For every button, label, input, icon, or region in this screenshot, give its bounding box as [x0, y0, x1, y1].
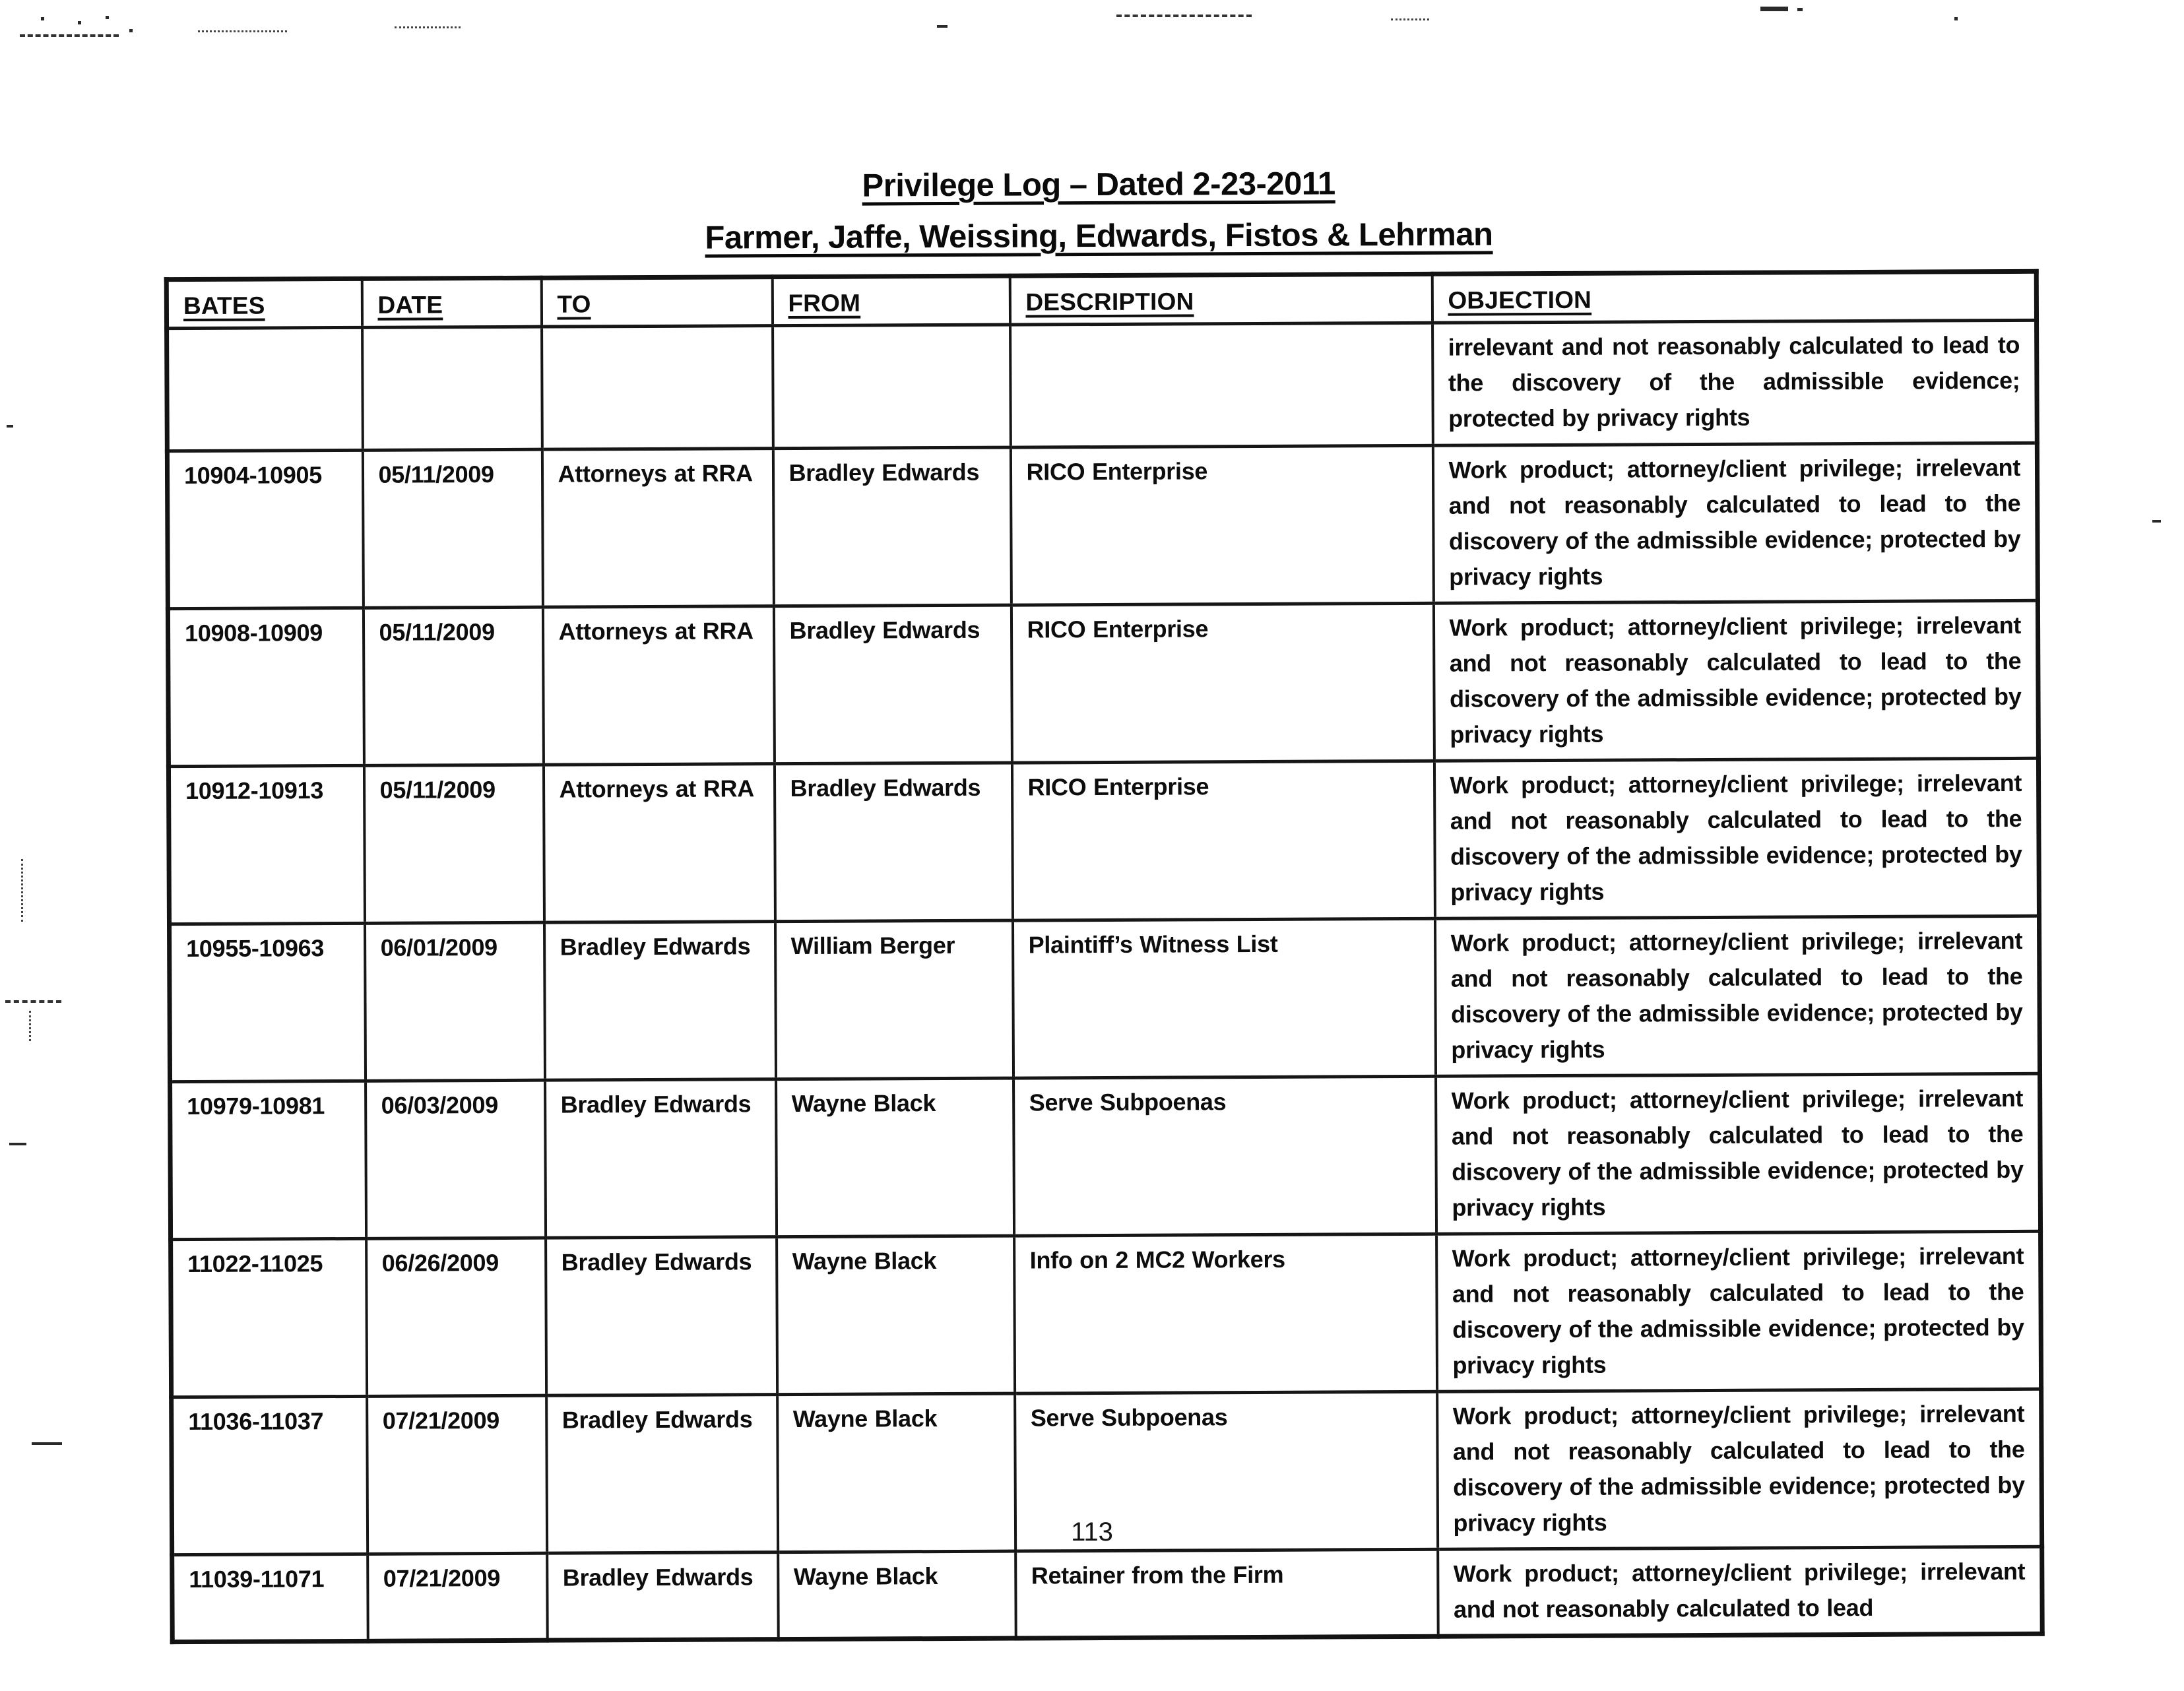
table-row	[170, 1073, 2041, 1239]
column-header-to: TO	[541, 277, 772, 327]
to-cell: Bradley Edwards	[546, 1237, 777, 1396]
date-cell: 05/11/2009	[364, 765, 544, 923]
to-cell: Bradley Edwards	[545, 1079, 777, 1238]
description-cell: Serve Subpoenas	[1013, 1076, 1436, 1236]
to-cell: Bradley Edwards	[546, 1395, 778, 1554]
scan-artifact	[20, 34, 119, 37]
table-row	[167, 443, 2038, 608]
objection-cell: Work product; attorney/client privilege; irrelevant and not reasonably calculated to lead to the discovery of the admissible evidence; protected by privacy rights	[1434, 916, 2039, 1076]
bates-cell: 11022-11025	[171, 1238, 367, 1397]
date-cell: 06/03/2009	[366, 1080, 546, 1238]
table-row	[168, 600, 2038, 766]
scan-artifact	[1116, 15, 1252, 17]
to-cell: Attorneys at RRA	[542, 606, 774, 765]
from-cell: Bradley Edwards	[773, 447, 1011, 606]
scan-artifact	[198, 30, 287, 32]
objection-cell: Work product; attorney/client privilege; irrelevant and not reasonably calculated to lead to the discovery of the admissible evidence; protected by privacy rights	[1432, 443, 2038, 603]
date-cell: 06/01/2009	[364, 922, 544, 1081]
bates-cell: 11039-11071	[172, 1554, 368, 1642]
column-header-date: DATE	[362, 278, 541, 327]
table-row	[168, 758, 2039, 924]
scan-artifact	[78, 21, 81, 24]
objection-cell: Work product; attorney/client privilege; irrelevant and not reasonably calculated to lead to the discovery of the admissible evidence; protected by privacy rights	[1436, 1231, 2041, 1391]
scan-artifact	[7, 425, 13, 428]
description-cell: RICO Enterprise	[1011, 603, 1434, 763]
from-cell: Wayne Black	[776, 1078, 1014, 1237]
to-cell: Bradley Edwards	[544, 922, 775, 1081]
description-cell: Retainer from the Firm	[1015, 1549, 1438, 1638]
document-body	[164, 162, 2040, 1644]
scan-artifact	[2152, 520, 2161, 523]
scan-artifact	[1954, 17, 1958, 20]
bates-cell: 10955-10963	[169, 923, 365, 1081]
from-cell: William Berger	[775, 920, 1013, 1079]
table-row	[167, 320, 2038, 451]
scan-artifact	[129, 29, 133, 32]
to-cell: Attorneys at RRA	[542, 449, 773, 608]
bates-cell	[167, 327, 363, 451]
from-cell: Wayne Black	[777, 1393, 1015, 1552]
to-cell: Attorneys at RRA	[543, 764, 775, 923]
scan-artifact	[41, 17, 44, 20]
scan-artifact	[937, 25, 947, 28]
objection-cell: Work product; attorney/client privilege; irrelevant and not reasonably calculated to lead to the discovery of the admissible evidence; protected by privacy rights	[1436, 1073, 2041, 1234]
objection-cell: irrelevant and not reasonably calculated to lead to the discovery of the admissible evidence; protected by privacy rights	[1432, 320, 2038, 445]
column-header-bates: BATES	[166, 278, 362, 328]
date-cell	[362, 327, 542, 450]
objection-cell: Work product; attorney/client privilege; irrelevant and not reasonably calculated to lead	[1438, 1547, 2043, 1636]
bates-cell: 10912-10913	[168, 765, 364, 924]
description-cell: Serve Subpoenas	[1015, 1391, 1438, 1551]
scan-artifact	[29, 1011, 31, 1041]
date-cell: 05/11/2009	[362, 449, 542, 608]
column-header-objection: OBJECTION	[1432, 271, 2036, 323]
document-subtitle: Farmer, Jaffe, Weissing, Edwards, Fistos & Lehrman	[705, 216, 1493, 256]
scan-artifact	[32, 1442, 62, 1445]
scan-artifact	[395, 26, 461, 28]
bates-cell: 10904-10905	[167, 450, 363, 608]
scan-artifact	[9, 1143, 26, 1145]
bates-cell: 11036-11037	[172, 1396, 368, 1554]
table-row	[169, 916, 2039, 1081]
bates-cell: 10908-10909	[168, 608, 364, 766]
date-cell: 07/21/2009	[367, 1395, 547, 1554]
from-cell: Wayne Black	[777, 1236, 1015, 1395]
table-header-row	[166, 271, 2036, 328]
from-cell	[773, 325, 1011, 449]
objection-cell: Work product; attorney/client privilege; irrelevant and not reasonably calculated to lead to the discovery of the admissible evidence; protected by privacy rights	[1434, 758, 2039, 918]
from-cell: Bradley Edwards	[773, 605, 1012, 764]
scan-artifact	[106, 16, 109, 19]
column-header-from: FROM	[772, 276, 1010, 326]
scan-artifact	[21, 859, 23, 922]
to-cell: Bradley Edwards	[547, 1552, 779, 1641]
page-number: 113	[1071, 1517, 1113, 1547]
date-cell: 07/21/2009	[368, 1553, 548, 1641]
scan-artifact	[1391, 18, 1429, 20]
objection-cell: Work product; attorney/client privilege; irrelevant and not reasonably calculated to lead to the discovery of the admissible evidence; protected by privacy rights	[1437, 1389, 2042, 1549]
table-row	[171, 1231, 2041, 1397]
privilege-log-table	[164, 269, 2045, 1644]
document-title: Privilege Log – Dated 2-23-2011	[862, 166, 1335, 204]
description-cell	[1010, 323, 1433, 447]
date-cell: 06/26/2009	[366, 1238, 546, 1396]
to-cell	[542, 326, 773, 450]
table-row	[172, 1547, 2043, 1642]
bates-cell: 10979-10981	[170, 1081, 366, 1239]
from-cell: Bradley Edwards	[774, 763, 1012, 922]
description-cell: Plaintiff’s Witness List	[1012, 918, 1435, 1078]
description-cell: RICO Enterprise	[1012, 761, 1434, 920]
description-cell: Info on 2 MC2 Workers	[1014, 1234, 1437, 1393]
description-cell: RICO Enterprise	[1010, 445, 1433, 605]
scan-artifact	[1797, 8, 1803, 11]
scan-artifact	[1760, 7, 1788, 11]
date-cell: 05/11/2009	[363, 607, 543, 765]
column-header-description: DESCRIPTION	[1010, 274, 1432, 325]
from-cell: Wayne Black	[778, 1551, 1016, 1640]
scan-artifact	[5, 1000, 61, 1003]
objection-cell: Work product; attorney/client privilege; irrelevant and not reasonably calculated to lead to the discovery of the admissible evidence; protected by privacy rights	[1433, 600, 2038, 761]
